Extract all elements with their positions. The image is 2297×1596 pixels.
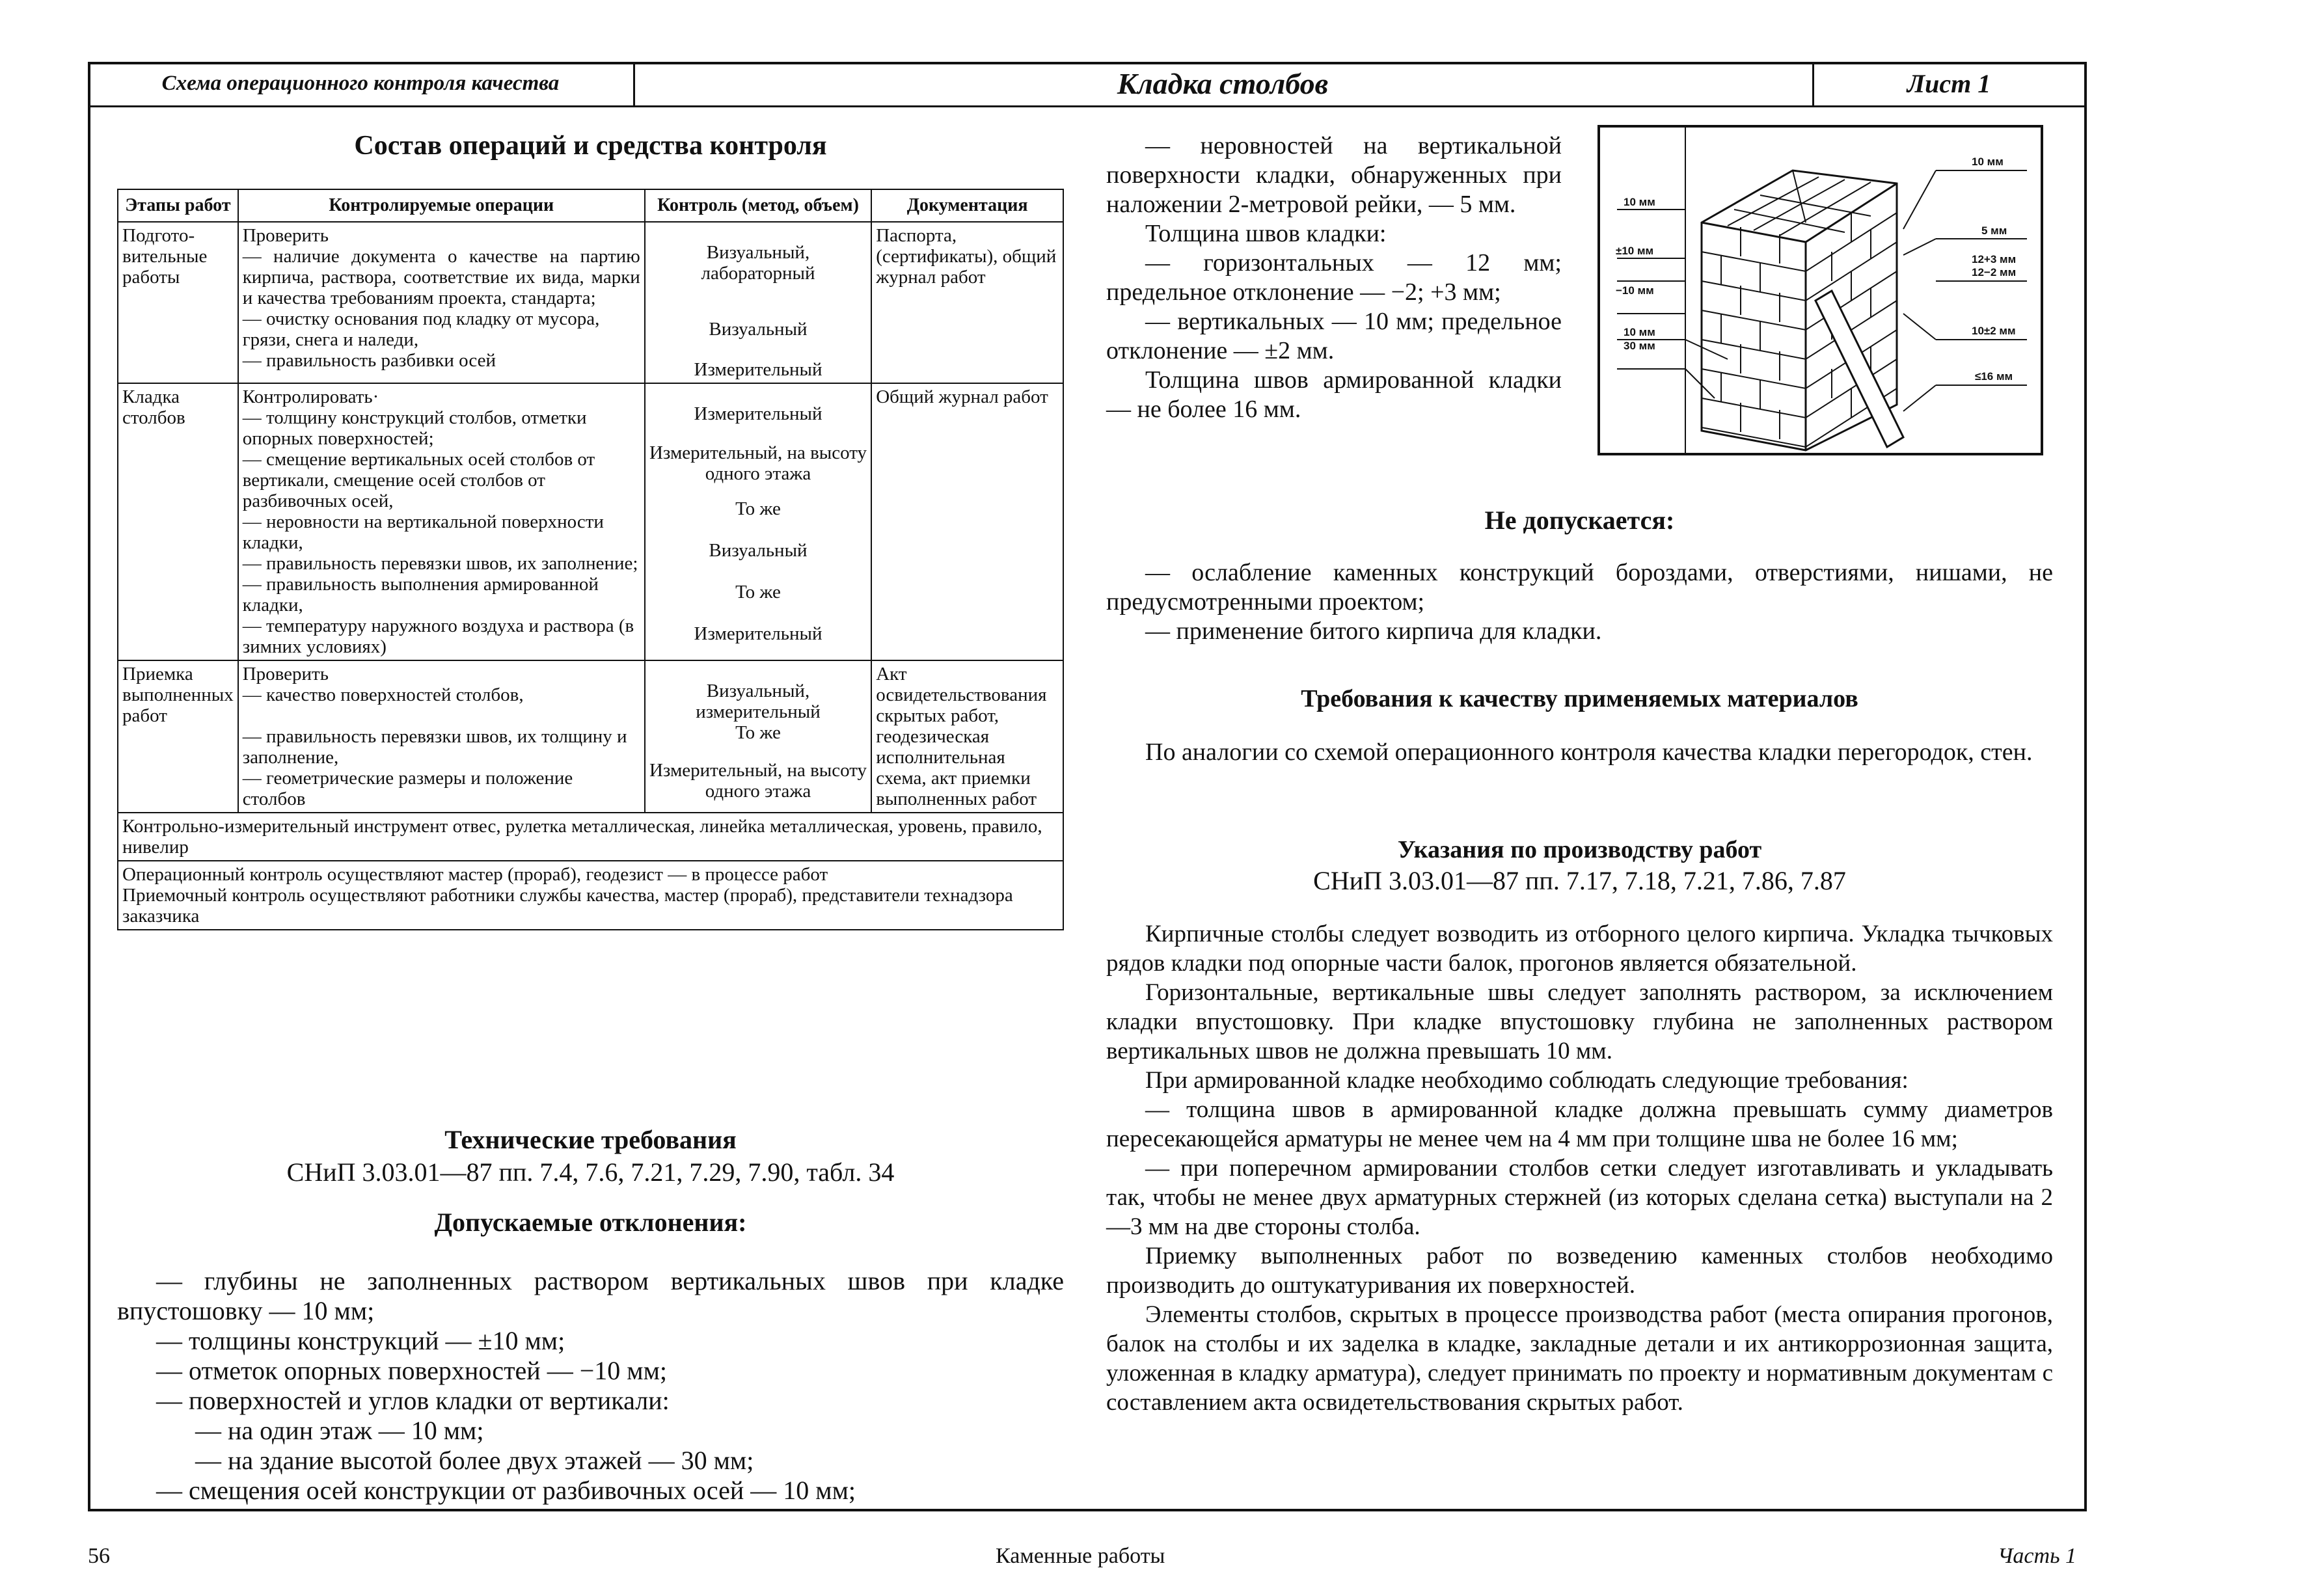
page-number: 56 bbox=[88, 1544, 110, 1568]
method-line: Измерительный, на высоту одного этажа bbox=[649, 760, 867, 802]
deviation-item: — отметок опорных поверхностей — −10 мм; bbox=[156, 1356, 667, 1385]
table-row bbox=[118, 813, 1063, 861]
header-scheme-label: Схема операционного контроля качества bbox=[88, 62, 635, 105]
instruction-paragraph: При армированной кладке необходимо соблюдать следующие требования: bbox=[1145, 1067, 1909, 1094]
doc-cell: Общий журнал работ bbox=[871, 383, 1063, 660]
op-line: — правильность перевязки швов, их заполнение; bbox=[242, 553, 638, 574]
header-title: Кладка столбов bbox=[633, 62, 1814, 105]
op-line: — наличие документа о качестве на партию кирпича, раствора, соответствие их вида, марки и качества требованиям проекта, стандарта; bbox=[242, 246, 640, 308]
doc-cell: Акт освидетельствования скрытых работ, геодезическая исполнительная схема, акт приемки выполненных работ bbox=[871, 660, 1063, 813]
op-line: Проверить bbox=[242, 225, 329, 246]
col-header-docs: Документация bbox=[871, 189, 1063, 222]
method-line: То же bbox=[735, 498, 781, 519]
control-line: Операционный контроль осуществляют мастер (прораб), геодезист — в процессе работ bbox=[122, 864, 828, 885]
operations-table bbox=[117, 189, 1064, 930]
instruction-paragraph: — толщина швов в армированной кладке должна превышать сумму диаметров пересекающейся арматуры не менее чем на 4 мм при толщине шва не более 16 мм; bbox=[1106, 1096, 2053, 1152]
dim-label-left-2: ±10 мм bbox=[1616, 245, 1654, 257]
dim-label-left-5: 30 мм bbox=[1624, 340, 1655, 352]
dim-label-right-6: ≤16 мм bbox=[1975, 370, 2013, 383]
control-line: Приемочный контроль осуществляют работники службы качества, мастер (прораб), представители технадзора заказчика bbox=[122, 885, 1013, 926]
table-row bbox=[118, 861, 1063, 930]
tolerance-line: — неровностей на вертикальной поверхности кладки, обнаруженных при наложении 2-метровой рейки, — 5 мм. bbox=[1106, 132, 1562, 218]
tolerance-line: — горизонтальных — 12 мм; предельное отклонение — −2; +3 мм; bbox=[1106, 249, 1562, 306]
method-line: Визуальный bbox=[709, 319, 808, 340]
not-allowed-list bbox=[1106, 558, 2053, 646]
stage-cell: Кладка столбов bbox=[118, 383, 238, 660]
method-line: Измерительный bbox=[694, 359, 822, 380]
method-line: Измерительный bbox=[694, 623, 822, 644]
ops-cell bbox=[238, 660, 645, 813]
method-cell bbox=[645, 383, 871, 660]
materials-title: Требования к качеству применяемых материалов bbox=[1301, 685, 1858, 712]
dim-label-left-1: 10 мм bbox=[1624, 196, 1655, 208]
instructions-ref: СНиП 3.03.01—87 пп. 7.17, 7.18, 7.21, 7.86, 7.87 bbox=[1313, 866, 1846, 895]
op-line: — очистку основания под кладку от мусора, грязи, снега и наледи, bbox=[242, 308, 600, 350]
footer-section: Каменные работы bbox=[996, 1544, 1165, 1568]
not-allowed-item: — ослабление каменных конструкций бороздами, отверстиями, нишами, не предусмотренными проектом; bbox=[1106, 559, 2053, 615]
materials-text bbox=[1106, 738, 2053, 767]
control-cell bbox=[118, 861, 1063, 930]
method-cell bbox=[645, 660, 871, 813]
tolerances-text bbox=[1106, 131, 1562, 424]
dim-label-right-4: 12−2 мм bbox=[1972, 266, 2017, 278]
tolerance-line: Толщина швов кладки: bbox=[1145, 220, 1387, 247]
op-line: — качество поверхностей столбов, bbox=[242, 684, 524, 705]
col-header-stage: Этапы работ bbox=[118, 189, 238, 222]
method-line: Измерительный, на высоту одного этажа bbox=[649, 442, 867, 484]
op-line: — правильность выполнения армированной кладки, bbox=[242, 574, 599, 615]
deviations-title: Допускаемые отклонения: bbox=[434, 1208, 747, 1237]
instruction-paragraph: Приемку выполненных работ по возведению каменных столбов необходимо производить до оштукатуривания их поверхностей. bbox=[1106, 1243, 2053, 1299]
deviation-item: — на здание высотой более двух этажей — 30 мм; bbox=[195, 1446, 754, 1475]
deviation-item: — толщины конструкций — ±10 мм; bbox=[156, 1326, 565, 1355]
deviation-item: — поверхностей и углов кладки от вертикали: bbox=[156, 1386, 670, 1415]
op-line: — геометрические размеры и положение столбов bbox=[242, 768, 573, 809]
instructions-title: Указания по производству работ bbox=[1397, 836, 1762, 863]
op-line: — смещение вертикальных осей столбов от вертикали, смещение осей столбов от разбивочных осей, bbox=[242, 449, 595, 511]
doc-cell: Паспорта, (сертификаты), общий журнал работ bbox=[871, 222, 1063, 383]
op-line: — правильность разбивки осей bbox=[242, 350, 496, 371]
method-line: То же bbox=[735, 582, 781, 602]
op-line: — правильность перевязки швов, их толщину и заполнение, bbox=[242, 726, 627, 768]
method-line: Визуальный, измерительный bbox=[696, 681, 821, 722]
tools-cell: Контрольно-измерительный инструмент отвес, рулетка металлическая, линейка металлическая, уровень, правило, нивелир bbox=[118, 813, 1063, 861]
op-line: Контролировать· bbox=[242, 386, 379, 407]
method-line: Измерительный bbox=[694, 403, 822, 424]
tolerance-line: Толщина швов армированной кладки — не более 16 мм. bbox=[1106, 366, 1562, 423]
dim-label-left-3: −10 мм bbox=[1616, 284, 1654, 297]
header-bar bbox=[88, 62, 2087, 107]
dim-label-right-1: 10 мм bbox=[1972, 156, 2004, 168]
tech-ref: СНиП 3.03.01—87 пп. 7.4, 7.6, 7.21, 7.29, 7.90, табл. 34 bbox=[286, 1157, 895, 1187]
tech-title: Технические требования bbox=[444, 1125, 737, 1154]
instructions-text bbox=[1106, 919, 2053, 1417]
ops-title: Состав операций и средства контроля bbox=[354, 131, 827, 161]
not-allowed-title: Не допускается: bbox=[1484, 506, 1675, 535]
op-line: Проверить bbox=[242, 664, 329, 684]
stage-cell: Подгото-вительные работы bbox=[118, 222, 238, 383]
instruction-paragraph: Горизонтальные, вертикальные швы следует заполнять раствором, за исключением кладки впустошовку. При кладке впустошовку глубина не заполненных раствором вертикальных швов не должна превышать 10 мм. bbox=[1106, 979, 2053, 1064]
table-row bbox=[118, 660, 1063, 813]
dim-label-left-4: 10 мм bbox=[1624, 326, 1655, 338]
op-line: — температуру наружного воздуха и раствора (в зимних условиях) bbox=[242, 615, 634, 657]
method-cell bbox=[645, 222, 871, 383]
instruction-paragraph: — при поперечном армировании столбов сетки следует изготавливать и укладывать так, чтобы не менее двух арматурных стержней (из которых сделана сетка) выступали на 2—3 мм на две стороны столба. bbox=[1106, 1155, 2053, 1240]
col-header-method: Контроль (метод, объем) bbox=[645, 189, 871, 222]
dim-label-right-5: 10±2 мм bbox=[1972, 325, 2016, 337]
table-header-row bbox=[118, 189, 1063, 222]
dim-label-right-3: 12+3 мм bbox=[1972, 253, 2017, 265]
materials-paragraph: По аналогии со схемой операционного контроля качества кладки перегородок, стен. bbox=[1145, 738, 2033, 766]
method-line: Визуальный bbox=[709, 540, 808, 561]
tolerance-line: — вертикальных — 10 мм; предельное отклонение — ±2 мм. bbox=[1106, 308, 1562, 364]
deviation-item: — глубины не заполненных раствором вертикальных швов при кладке впустошовку — 10 мм; bbox=[117, 1266, 1064, 1325]
col-header-operations: Контролируемые операции bbox=[238, 189, 645, 222]
op-line: — толщину конструкций столбов, отметки опорных поверхностей; bbox=[242, 407, 587, 449]
instruction-paragraph: Элементы столбов, скрытых в процессе производства работ (места опирания прогонов, балок на столбы и их заделка в кладке, закладные детали и их антикоррозионная защита, уложенная в кладку арматура), следует принимать по проекту и нормативным документам с составлением акта освидетельствования скрытых работ. bbox=[1106, 1301, 2053, 1416]
stage-cell: Приемка выполненных работ bbox=[118, 660, 238, 813]
deviation-item: — на один этаж — 10 мм; bbox=[195, 1416, 484, 1445]
brick-column-drawing bbox=[1597, 125, 2043, 455]
deviation-item: — смещения осей конструкции от разбивочных осей — 10 мм; bbox=[156, 1476, 856, 1505]
table-row bbox=[118, 222, 1063, 383]
op-line: — неровности на вертикальной поверхности кладки, bbox=[242, 511, 604, 553]
instruction-paragraph: Кирпичные столбы следует возводить из отборного целого кирпича. Укладка тычковых рядов кладки под опорные части балок, прогонов является обязательной. bbox=[1106, 921, 2053, 977]
method-line: Визуальный, лабораторный bbox=[701, 242, 815, 284]
deviations-list bbox=[117, 1266, 1064, 1506]
ops-cell bbox=[238, 222, 645, 383]
header-sheet-number: Лист 1 bbox=[1907, 69, 1991, 98]
not-allowed-item: — применение битого кирпича для кладки. bbox=[1145, 617, 1602, 645]
method-line: То же bbox=[735, 722, 781, 743]
footer-part: Часть 1 bbox=[1998, 1544, 2077, 1568]
table-row bbox=[118, 383, 1063, 660]
ops-cell bbox=[238, 383, 645, 660]
dim-label-right-2: 5 мм bbox=[1981, 224, 2007, 237]
